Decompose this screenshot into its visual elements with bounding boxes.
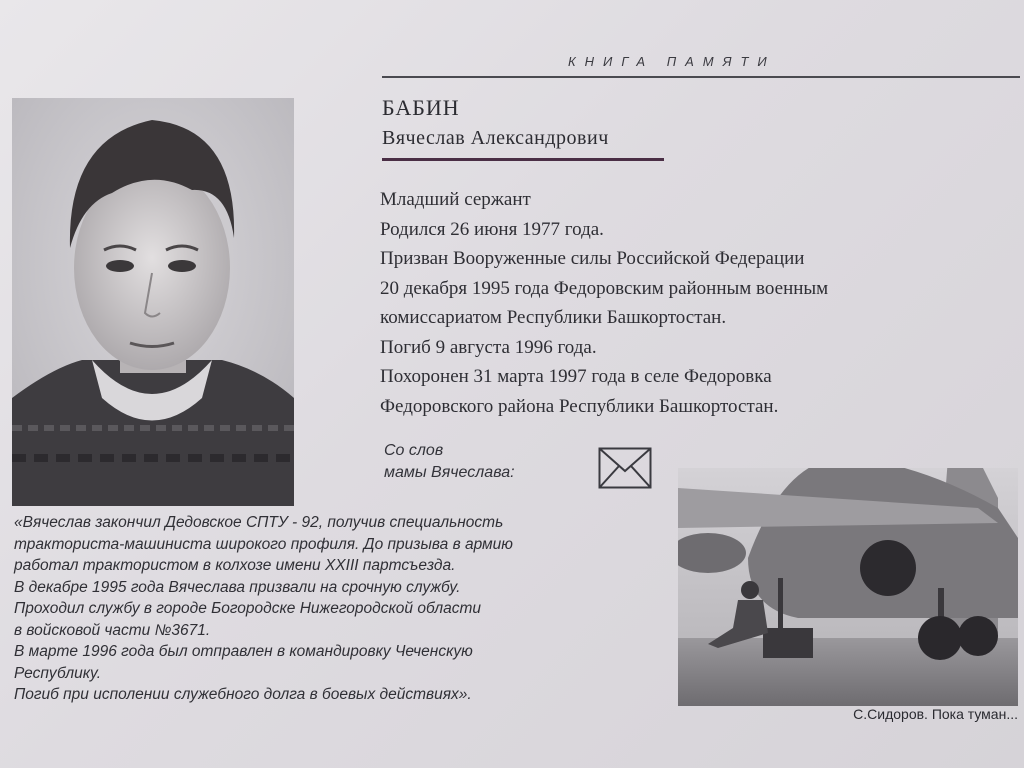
quote-line: «Вячеслав закончил Дедовское СПТУ - 92, получив специальность [14, 514, 504, 531]
name-underline [382, 158, 664, 161]
mother-quote [14, 512, 674, 706]
quote-line: работал трактористом в колхозе имени XXIII партсъезда. [14, 557, 456, 574]
quote-line: Республику. [14, 664, 102, 682]
bio-line: комиссариатом Республики Башкортостан. [380, 307, 727, 328]
bio-line: Призван Вооруженные силы Российской Федерации [380, 248, 805, 269]
quote-label-line: Со слов [384, 442, 444, 459]
quote-line: В марте 1996 года был отправлен в командировку Чеченскую [14, 643, 473, 660]
quote-line: тракториста-машиниста широкого профиля. До призыва в армию [14, 535, 513, 553]
quote-line: Проходил службу в городе Богородске Нижегородской области [14, 600, 481, 617]
bio-line: Родился 26 июня 1977 года. [380, 218, 604, 240]
bio-line: Погиб 9 августа 1996 года. [380, 336, 597, 358]
quote-label-line: мамы Вячеслава: [384, 464, 515, 481]
biography [380, 185, 1020, 421]
portrait-photo [12, 98, 294, 506]
quote-line: в войсковой части №3671. [14, 621, 211, 639]
bio-line: Похоронен 31 марта 1997 года в селе Федоровка [380, 366, 772, 387]
person-surname: БАБИН [382, 95, 460, 120]
bio-line: 20 декабря 1995 года Федоровским районным военным [380, 277, 829, 299]
aircraft-photo [678, 468, 1018, 706]
header-title: КНИГА ПАМЯТИ [568, 54, 776, 69]
bio-line: Младший сержант [380, 189, 531, 210]
person-name: Вячеслав Александрович [382, 127, 609, 149]
photo-caption: С.Сидоров. Пока туман... [853, 706, 1018, 722]
quote-label [384, 440, 515, 484]
quote-line: Погиб при исполении служебного долга в боевых действиях». [14, 686, 472, 703]
quote-line: В декабре 1995 года Вячеслава призвали на срочную службу. [14, 578, 461, 596]
bio-line: Федоровского района Республики Башкортостан. [380, 395, 779, 417]
envelope-icon [598, 447, 652, 489]
header-rule [382, 76, 1020, 78]
